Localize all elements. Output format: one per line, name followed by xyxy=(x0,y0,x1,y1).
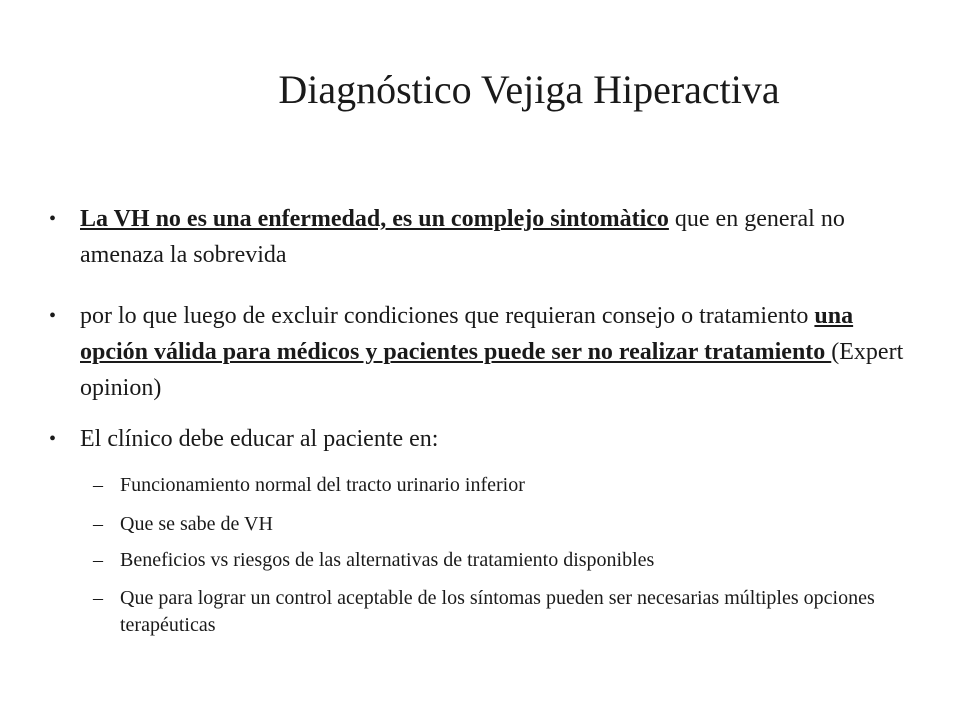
sub-item-text: Que para lograr un control aceptable de los síntomas pueden ser necesarias múltiples opciones terapéuticas xyxy=(120,587,875,636)
bullet-emphasis-text: La VH no es una enfermedad, es un complejo sintomàtico xyxy=(80,206,669,232)
sub-item xyxy=(93,547,930,574)
sub-item-text: Beneficios vs riesgos de las alternativas de tratamiento disponibles xyxy=(120,549,655,571)
dash-icon: – xyxy=(93,587,103,609)
bullet-dot-icon: • xyxy=(49,428,57,450)
sub-item xyxy=(93,472,930,499)
sub-item-text: Que se sabe de VH xyxy=(120,513,273,535)
dash-icon: – xyxy=(93,513,103,535)
slide-title: Diagnóstico Vejiga Hiperactiva xyxy=(278,67,780,112)
sub-item xyxy=(93,511,930,538)
bullet-item xyxy=(49,298,918,406)
bullet-text: (Expert opinion) xyxy=(80,339,904,401)
bullet-text: que en general no amenaza la sobrevida xyxy=(80,206,845,268)
bullet-text: El clínico debe educar al paciente en: xyxy=(80,426,439,452)
bullet-item xyxy=(49,201,918,273)
bullet-item xyxy=(49,421,918,457)
sub-item-text: Funcionamiento normal del tracto urinario inferior xyxy=(120,474,525,496)
dash-icon: – xyxy=(93,549,103,571)
dash-icon: – xyxy=(93,474,103,496)
bullet-dot-icon: • xyxy=(49,305,57,327)
bullet-emphasis-text: una opción válida para médicos y pacientes puede ser no realizar tratamiento xyxy=(80,303,854,365)
sub-item xyxy=(93,585,930,639)
bullet-text: por lo que luego de excluir condiciones que requieran consejo o tratamiento xyxy=(80,303,815,329)
bullet-dot-icon: • xyxy=(49,208,57,230)
